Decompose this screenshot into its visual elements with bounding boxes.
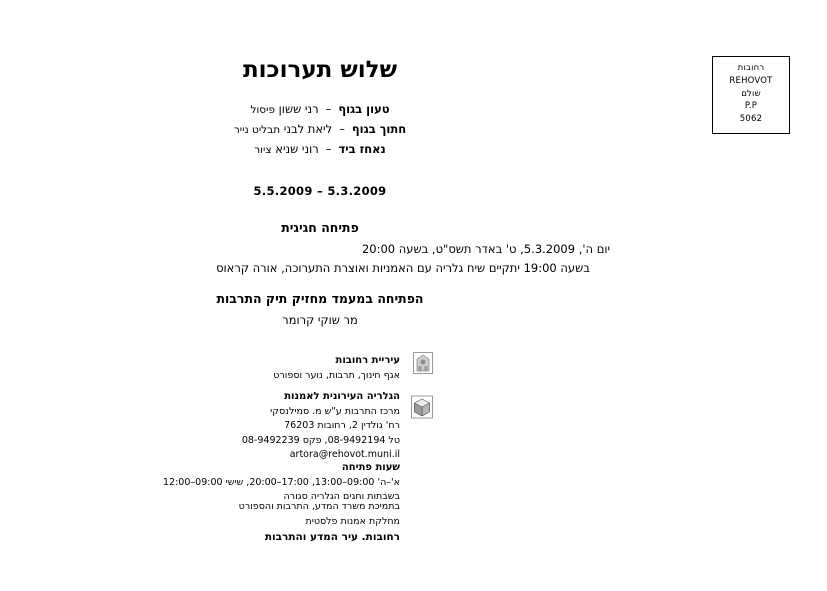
footer-credits xyxy=(0,500,400,546)
city-emblem-icon xyxy=(413,352,433,374)
municipality-block xyxy=(0,353,400,383)
gallery-phone-fax: טל 08-9492194, פקס 08-9492239 xyxy=(241,434,400,446)
gallery-heading: הגלריה העירונית לאמנות xyxy=(284,391,400,402)
postal-indicia-box xyxy=(712,56,790,134)
artist-medium: פיסול xyxy=(250,104,276,116)
indicia-city-en: REHOVOT xyxy=(729,75,773,86)
opening-hours-closed: בשבתות וחגים הגלריה סגורה xyxy=(283,491,400,503)
artist-medium: ציור xyxy=(254,143,272,156)
list-item xyxy=(0,140,640,160)
opening-hours-heading: שעות פתיחה xyxy=(341,462,400,473)
opening-heading: פתיחה חגיגית xyxy=(281,220,359,235)
gallery-address: רח' גולדין 2, רחובות 76203 xyxy=(284,420,400,432)
indicia-paid-he: שולם xyxy=(741,88,761,99)
exhibition-name: טעון בגוף xyxy=(338,102,390,116)
artist-medium: תבליט נייר xyxy=(233,123,281,136)
exhibition-name: חתוך בגוף xyxy=(351,121,407,136)
gallery-center: מרכז התרבות ע"ש מ. סמילנסקי xyxy=(270,406,400,417)
exhibition-name: נאחז ביד xyxy=(338,141,386,156)
separator-dash: – xyxy=(325,141,332,156)
artist-name: רני ששון xyxy=(278,102,319,116)
page-title: שלוש תערוכות xyxy=(242,57,398,83)
municipality-department: אגף חינוך, תרבות, נוער וספורט xyxy=(273,370,400,381)
gallery-email: artora@rehovot.muni.il xyxy=(289,448,400,460)
list-item xyxy=(0,100,640,120)
separator-dash: – xyxy=(339,121,345,136)
footer-city-slogan: רחובות. עיר המדע והתרבות xyxy=(264,531,400,544)
indicia-permit-number: 5062 xyxy=(739,114,763,124)
opening-gallery-talk: בשעה 19:00 יתקיים שיח גלריה עם האמניות ואוצרת התערוכה, אורה קראוס xyxy=(216,260,590,275)
dignitary-name: מר שוקי קרומר xyxy=(282,313,358,327)
separator-dash: – xyxy=(325,102,332,116)
opening-details xyxy=(0,240,806,277)
dignitary-heading: הפתיחה במעמד מחזיק תיק התרבות xyxy=(216,291,424,306)
opening-hours-weekdays: א'–ה' 09:00–13:00, 17:00–20:00, שישי 09:00–12:00 xyxy=(163,477,400,488)
exhibitions-list xyxy=(0,100,640,159)
exhibition-date-range: 5.3.2009 – 5.5.2009 xyxy=(253,184,387,198)
list-item xyxy=(0,120,640,140)
indicia-city-he: רחובות xyxy=(737,63,765,73)
footer-ministry-support: בתמיכת משרד המדע, התרבות והספורט xyxy=(238,501,400,512)
gallery-block xyxy=(0,389,400,462)
gallery-cube-logo-icon xyxy=(411,395,433,419)
municipality-heading: עיריית רחובות xyxy=(335,355,400,366)
footer-department: מחלקת אמנות פלסטית xyxy=(305,515,400,527)
artist-name: רוני שניא xyxy=(275,141,319,156)
opening-datetime: יום ה', 5.3.2009, ט' באדר תשס"ט, בשעה 20:00 xyxy=(361,242,611,256)
opening-hours-block xyxy=(0,460,400,505)
indicia-pp: P.P xyxy=(744,101,758,112)
artist-name: ליאת לבני xyxy=(283,121,333,136)
